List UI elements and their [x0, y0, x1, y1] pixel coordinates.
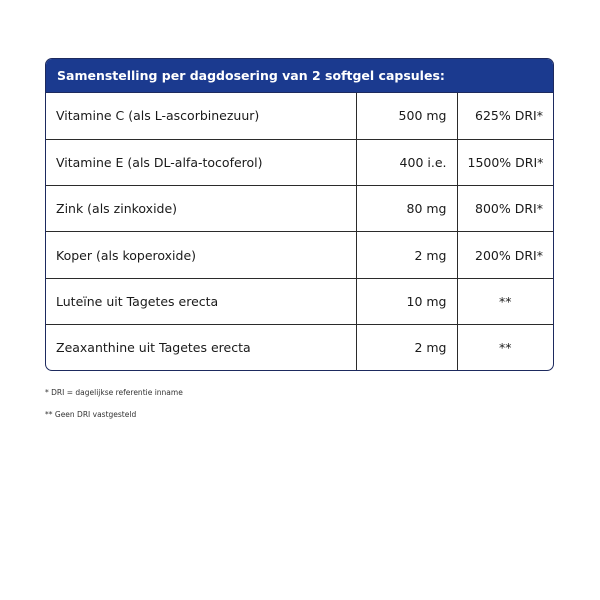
nutrient-rows [46, 93, 553, 371]
table-row [46, 232, 553, 278]
table-row [46, 139, 553, 185]
nutrient-amount: 2 mg [356, 324, 457, 370]
table-row [46, 324, 553, 370]
table-header: Samenstelling per dagdosering van 2 softgel capsules: [46, 59, 553, 93]
table-row [46, 93, 553, 139]
nutrient-dri: ** [499, 340, 512, 356]
nutrient-amount: 400 i.e. [356, 139, 457, 185]
nutrient-dri: 200% DRI* [457, 232, 553, 278]
nutrient-name: Zink (als zinkoxide) [46, 186, 356, 232]
footnote-no-dri: ** Geen DRI vastgesteld [45, 410, 137, 419]
table-row [46, 186, 553, 232]
nutrient-dri: 800% DRI* [457, 186, 553, 232]
nutrient-name: Koper (als koperoxide) [46, 232, 356, 278]
nutrition-table [45, 58, 554, 371]
nutrient-amount: 80 mg [356, 186, 457, 232]
table-row [46, 278, 553, 324]
nutrient-dri: 625% DRI* [457, 93, 553, 139]
nutrient-dri: 1500% DRI* [457, 139, 553, 185]
footnotes [45, 388, 183, 432]
nutrient-name: Vitamine C (als L-ascorbinezuur) [46, 93, 356, 139]
nutrient-name: Zeaxanthine uit Tagetes erecta [46, 324, 356, 370]
nutrient-dri: ** [457, 278, 553, 324]
nutrient-name: Luteïne uit Tagetes erecta [46, 278, 356, 324]
nutrient-amount: 500 mg [356, 93, 457, 139]
nutrient-amount: 2 mg [356, 232, 457, 278]
nutrient-name: Vitamine E (als DL-alfa-tocoferol) [46, 139, 356, 185]
nutrient-amount: 10 mg [356, 278, 457, 324]
footnote-dri: * DRI = dagelijkse referentie inname [45, 388, 183, 397]
